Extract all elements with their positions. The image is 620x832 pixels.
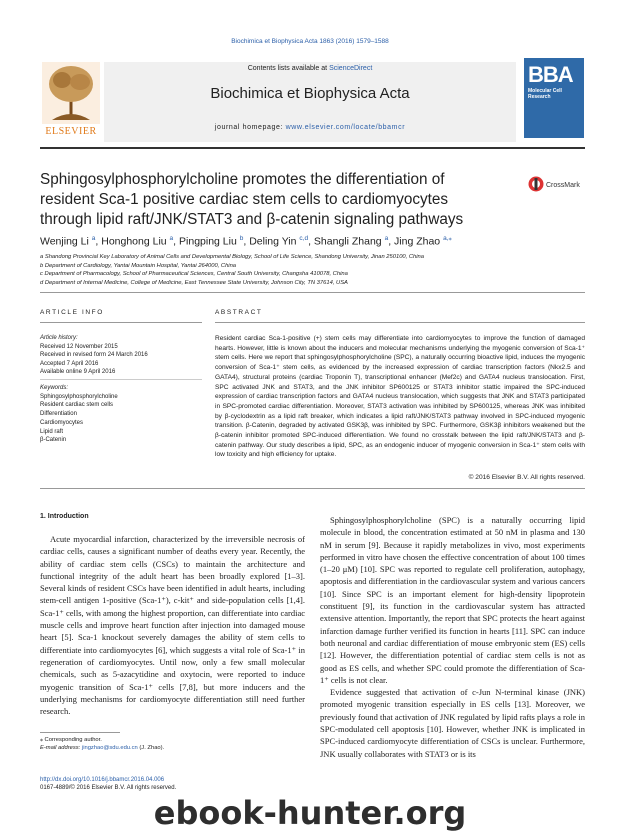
cover-subtitle: Molecular Cell Research [528,88,562,100]
abstract-copyright: © 2016 Elsevier B.V. All rights reserved. [468,474,585,481]
journal-reference[interactable]: Biochimica et Biophysica Acta 1863 (2016) 1579–1588 [231,38,389,45]
body-paragraph: Acute myocardial infarction, characterized by the irreversible necrosis of cardiac cells, causes a significant number of deaths every year. Recently, the ability of cardiac stem cells (CSCs) to maintain the architecture and functional integrity of the adult heart has been broadly explored [1–3]. Several kinds of resident CSCs have been identified in adult hearts, including stem-cell antigen 1-positive (Sca-1⁺), c-kit⁺ and side-population cells [1,4]. Sca-1⁺ cells, with among the highest proportion, can differentiate into cardiac muscle cells and improve heart function after injection into damaged mouse heart [5]. Sca-1 knockout severely damages the ability of stem cells to differentiate into cardiomyocytes [6], which suggests a vital role of Sca-1⁺ in regeneration of cardiomyocytes. Until now, only a few small molecular chemicals, such as 5-azacytidine and oxytocin, were reported to induce myogenic transition of Sca-1⁺ cells [7,8], but more inducers and the underlying mechanisms for cardiomyocyte differentiation still need further research. [40,534,305,717]
keyword-item: Lipid raft [40,428,64,435]
article-info-rule [40,322,202,323]
affiliation-item: b Department of Cardiology, Yantai Mountain Hospital, Yantai 264000, China [40,262,237,269]
author-name[interactable]: Shangli Zhang [313,235,382,248]
keyword-item: Differentiation [40,411,77,418]
watermark-text: ebook-hunter.org [153,794,467,832]
author-name[interactable]: Wenjing Li [40,235,89,248]
affiliation-item: c Department of Pharmacology, School of Pharmaceutical Sciences, Central South University, Changsha 410078, China [40,271,348,278]
history-label: Article history: [40,335,78,341]
author-affil-mark[interactable]: a [91,235,96,242]
homepage-label: journal homepage: [214,124,284,131]
issn-line: 0167-4889/© 2016 Elsevier B.V. All rights reserved. [40,785,177,791]
article-info-heading: ARTICLE INFO [40,309,104,316]
affiliation-item: a Shandong Provincial Key Laboratory of Animal Cells and Developmental Biology, School of Life Science, Shandong University, Jinan 250100, China [40,254,425,260]
keywords-label: Keywords: [40,385,69,391]
contents-prefix: Contents lists available at [247,65,328,72]
header-divider [40,147,585,149]
footnote [40,736,305,752]
abstract-text: Resident cardiac Sca-1-positive (+) stem cells may differentiate into cardiomyocytes to improve the function of damaged hearts. However, little is known about the inducers and molecular mechanisms underlying the myogenic conversion of Sca-1⁺ stem cells. Here we report that sphingosylphosphorylcholine (SPC), a naturally occurring bioactive lipid, induces the myogenic conversion of Sca-1⁺ stem cells, as evidenced by the increased expression of cardiac transcription factors (Nkx2.5 and GATA4), structural proteins (cardiac Troponin T), transcriptional enhancer (Mef2c) and GATA4 nucleus translocation. First, SPC activated JNK and STAT3, and the JNK inhibitor SP600125 or STAT3 inhibitor stattic impaired the SPC-induced expression of cardiac transcription factors and GATA4 nucleus translocation, which suggests that JNK and STAT3 participated in SPC-promoted cardiac differentiation. Moreover, STAT3 activation was inhibited by SP600125, whereas JNK was inhibited by β-cyclodextrin as a lipid raft breaker, which indicates a lipid raft/JNK/STAT3 pathway involved in SPC-induced myogenic transition. β-Catenin, degraded by activated GSK3β, was inhibited by SPC. Furthermore, GSK3β inhibitors weakened but the β-catenin inhibitor promoted SPC-induced differentiation. We found no crosstalk between the lipid raft/JNK/STAT3 and β-catenin pathway. Our study describes a lipid, SPC, as an endogenic inducer of myogenic conversion in Sca-1⁺ stem cells with low toxicity and high efficiency for uptake. [215,335,585,459]
history-item: Received 12 November 2015 [40,343,118,350]
sciencedirect-link[interactable]: ScienceDirect [329,65,373,72]
section-divider [40,292,585,293]
article-title: Sphingosylphosphorylcholine promotes the differentiation of resident Sca-1 positive cardiac stem cells to cardiomyocytes through lipid raft/JNK/STAT3 and β-catenin signaling pathways [40,171,464,228]
section-heading-introduction: 1. Introduction [40,513,89,520]
email-suffix: (J. Zhao). [139,745,165,751]
footnote-rule [40,732,120,733]
email-line [40,744,305,752]
article-history [40,334,202,377]
body-column-left [40,533,305,717]
keyword-item: Cardiomyocytes [40,419,84,426]
author-name[interactable]: Honghong Liu [101,235,167,248]
email-label: E-mail address: [40,745,81,751]
history-item: Accepted 7 April 2016 [40,360,99,367]
email-link[interactable]: jingzhao@sdu.edu.cn [81,745,138,751]
keywords-rule [40,379,202,380]
author-affil-mark[interactable]: a,⁎ [443,235,452,242]
keywords-list [40,384,202,445]
doi-block [40,776,340,792]
crossmark-label: CrossMark [546,182,580,189]
body-paragraph: Sphingosylphosphorylcholine (SPC) is a naturally occurring lipid molecule in blood, the concentration estimated at 50 nM in plasma and 130 nM in serum [9]. Because it rapidly metabolizes in vivo, most experiments performed in vitro have chosen the effective concentration of about 100 times (1–20 μM) [10]. SPC was reported to regulate cell proliferation, autophagy, apoptosis and differentiation in the cardiovascular system and various cancers [10]. Since SPC is an important element for high-density lipoprotein constituent [9], its function in the cardiovascular system has attracted extensive attention. Importantly, the report that SPC protects the heart against infarction damage further verified its function in hearts [11]. SPC can induce both neuronal and cardiac differentiation of mouse embryonic stem (ES) cells [12]. However, the differentiation potential of cardiac stem cells is not as good as ES cells, and whether SPC could promote the differentiation of Sca-1⁺ cells is not clear. [320,515,585,685]
history-item: Available online 9 April 2016 [40,369,116,375]
corresponding-author-note: ⁎ Corresponding author. [40,737,102,743]
author-name[interactable]: Jing Zhao [394,235,441,248]
abstract-rule [215,322,585,323]
cover-bba-letters: BBA [528,62,573,87]
author-name[interactable]: Deling Yin [249,235,297,248]
body-paragraph: Evidence suggested that activation of c-Jun N-terminal kinase (JNK) promoted myogenic transition especially in ES cells [13]. Moreover, we previously found that activation of JNK regulated by lipid rafts plays a role in SPC-modulated cell apoptosis [10]. However, whether JNK is implicated in SPC-induced cardiomyocyte differentiation of CSCs is unclear. Furthermore, JNK usually collaborates with STAT3 or is its [320,687,585,759]
keyword-item: β-Catenin [40,437,67,444]
author-affil-mark[interactable]: a [384,235,389,242]
elsevier-wordmark: ELSEVIER [45,126,97,137]
journal-title: Biochimica et Biophysica Acta [210,85,410,102]
author-affil-mark[interactable]: b [239,235,244,242]
keyword-item: Sphingosylphosphorylcholine [40,393,118,400]
crossmark-icon[interactable] [528,175,590,193]
history-item: Received in revised form 24 March 2016 [40,352,148,358]
contents-line [104,65,516,72]
keyword-item: Resident cardiac stem cells [40,402,114,409]
journal-homepage [104,124,516,131]
author-affil-mark[interactable]: a [169,235,174,242]
doi-link[interactable]: http://dx.doi.org/10.1016/j.bbamcr.2016.04.006 [40,777,165,783]
abstract-heading: ABSTRACT [215,309,263,316]
author-affil-mark[interactable]: c,d [299,235,309,242]
affiliations [40,253,585,288]
abstract-end-rule [40,488,585,489]
homepage-link[interactable]: www.elsevier.com/locate/bbamcr [285,124,406,131]
body-column-right [320,514,585,760]
affiliation-item: d Department of Internal Medicine, College of Medicine, East Tennessee State University, Johnson City, TN 37614, USA [40,280,348,287]
author-name[interactable]: Pingping Liu [179,235,237,248]
author-list: Wenjing Li $^a$, Honghong Liu $^a$, Pingping Liu $^b$, Deling Yin $^{c,d}$, Shangli Zhang $^a$, Jing Zhao $^{a,⁎}$ [40,235,452,248]
